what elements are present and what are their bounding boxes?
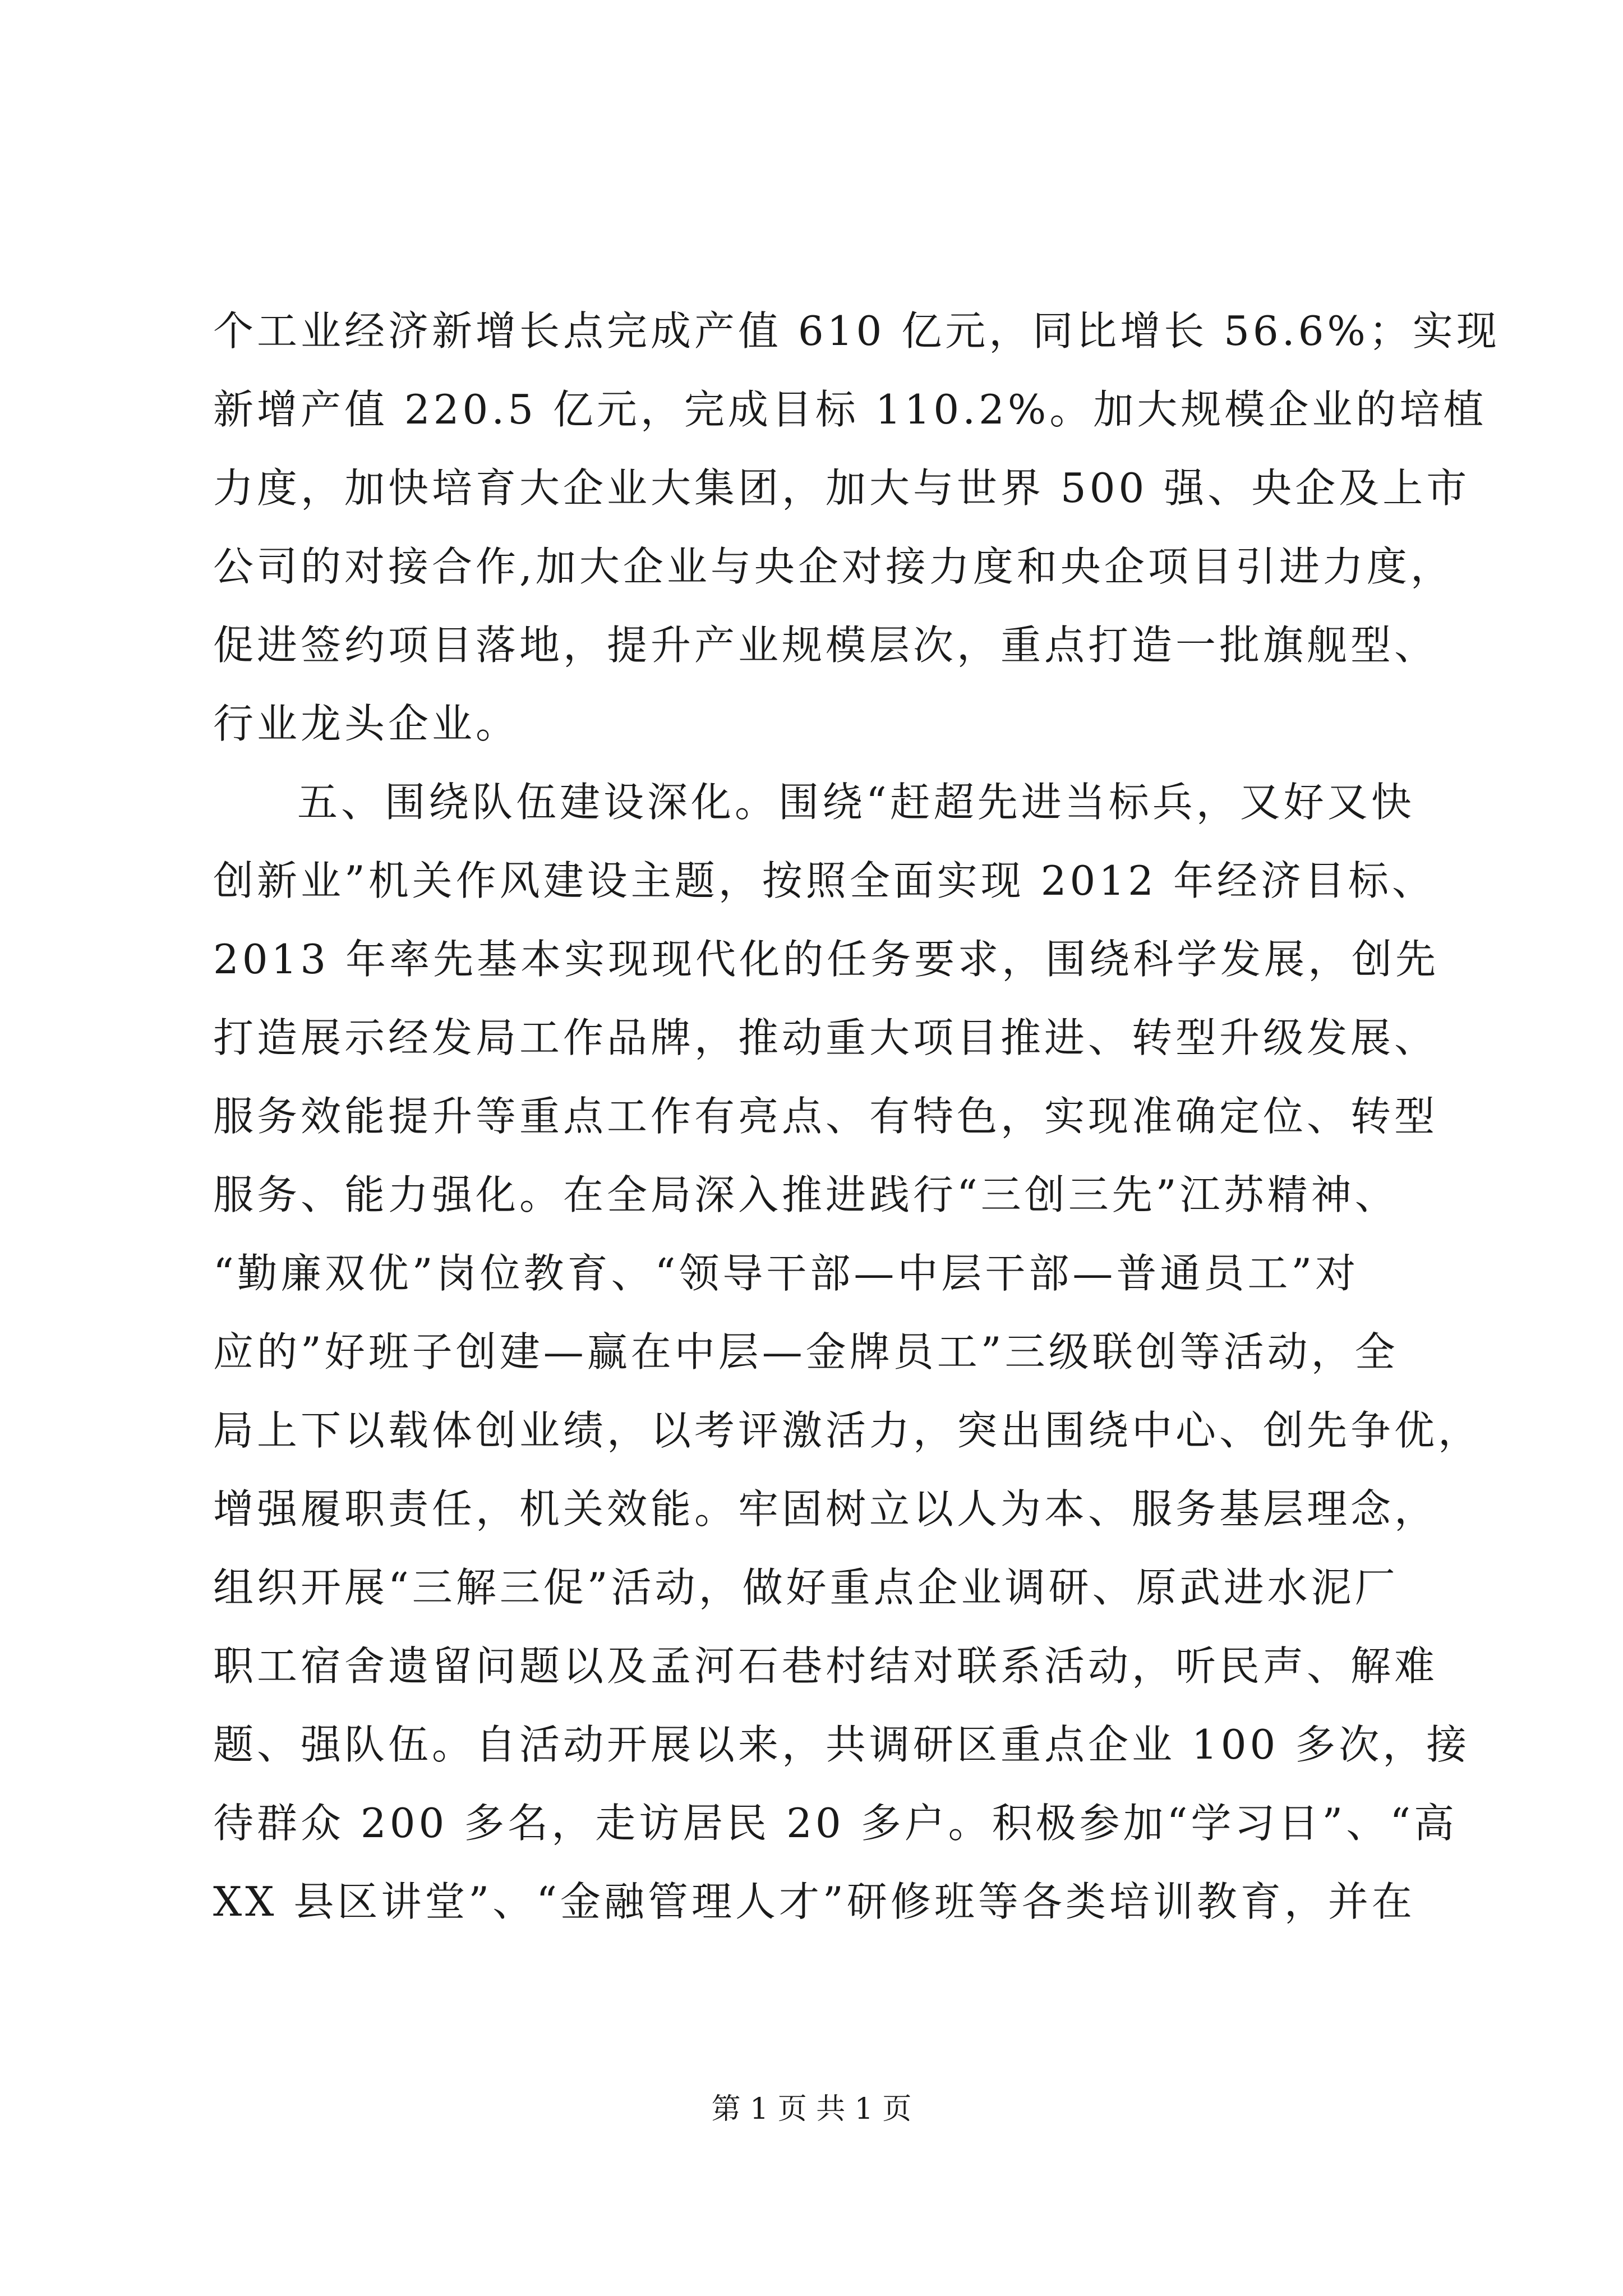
body-text-line: 2013 年率先基本实现现代化的任务要求，围绕科学发展，创先 xyxy=(213,936,1440,983)
body-text-line: “勤廉双优”岗位教育、“领导干部—中层干部—普通员工”对 xyxy=(213,1250,1359,1297)
body-text-line: 公司的对接合作,加大企业与央企对接力度和央企项目引进力度， xyxy=(213,543,1454,590)
page-number-footer: 第 1 页 共 1 页 xyxy=(711,2092,912,2126)
body-text-line: 组织开展“三解三促”活动，做好重点企业调研、原武进水泥厂 xyxy=(213,1564,1399,1611)
body-text-line: 打造展示经发局工作品牌，推动重大项目推进、转型升级发展、 xyxy=(213,1014,1438,1061)
body-text-line: 新增产值 220.5 亿元，完成目标 110.2%。加大规模企业的培植 xyxy=(213,386,1487,433)
body-text-line: 个工业经济新增长点完成产值 610 亿元，同比增长 56.6%；实现 xyxy=(213,307,1500,355)
body-text-line: 题、强队伍。自活动开展以来，共调研区重点企业 100 多次，接 xyxy=(213,1721,1470,1768)
body-text-line: XX 县区讲堂”、“金融管理人才”研修班等各类培训教育，并在 xyxy=(213,1878,1415,1925)
body-text-line: 服务效能提升等重点工作有亮点、有特色，实现准确定位、转型 xyxy=(213,1093,1438,1140)
body-text-line: 服务、能力强化。在全局深入推进践行“三创三先”江苏精神、 xyxy=(213,1171,1399,1218)
paragraph-first-line: 五、围绕队伍建设深化。围绕“赶超先进当标兵，又好又快 xyxy=(297,779,1415,826)
body-text-line: 待群众 200 多名，走访居民 20 多户。积极参加“学习日”、“高 xyxy=(213,1800,1458,1847)
body-text-line: 职工宿舍遗留问题以及孟河石巷村结对联系活动，听民声、解难 xyxy=(213,1642,1438,1690)
body-text-line: 促进签约项目落地，提升产业规模层次，重点打造一批旗舰型、 xyxy=(213,622,1438,669)
body-text-line: 行业龙头企业。 xyxy=(213,700,520,747)
body-text-line: 应的”好班子创建—赢在中层—金牌员工”三级联创等活动，全 xyxy=(213,1328,1399,1375)
body-text-line: 力度，加快培育大企业大集团，加大与世界 500 强、央企及上市 xyxy=(213,464,1470,512)
body-text-line: 局上下以载体创业绩，以考评激活力，突出围绕中心、创先争优， xyxy=(213,1407,1482,1454)
body-text-line: 增强履职责任，机关效能。牢固树立以人为本、服务基层理念， xyxy=(213,1485,1438,1533)
body-text-line: 创新业”机关作风建设主题，按照全面实现 2012 年经济目标、 xyxy=(213,857,1436,904)
